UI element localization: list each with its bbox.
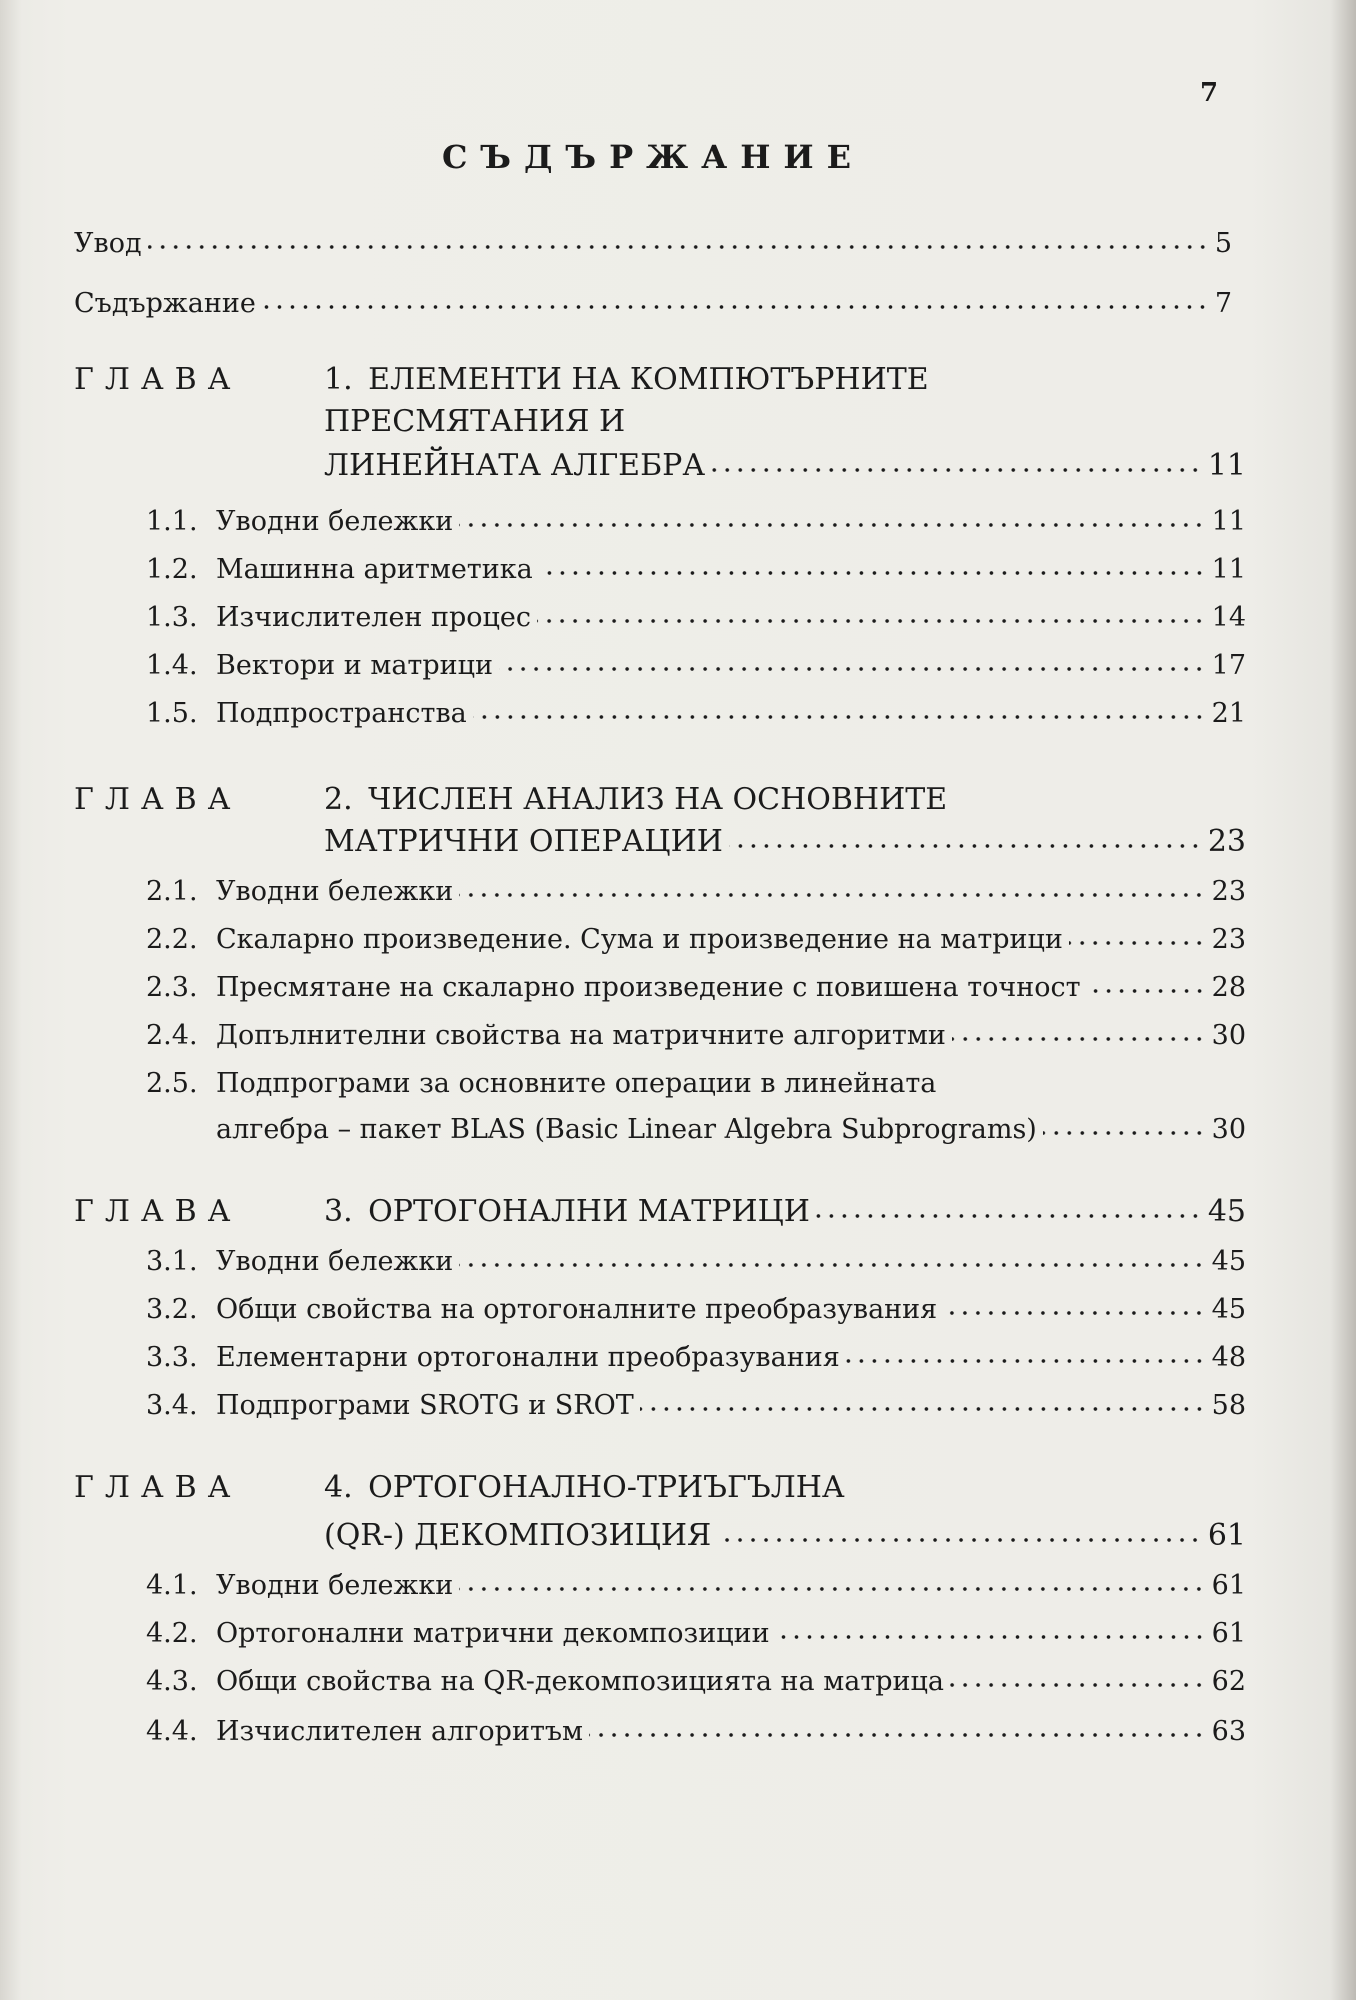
entry-page: 5 [1214, 228, 1232, 259]
section-number: 1.2. [146, 554, 198, 585]
dot-leader [846, 1358, 1206, 1364]
entry-page: 7 [1214, 288, 1232, 319]
section-page: 30 [1211, 1020, 1246, 1051]
toc-section [146, 1716, 1246, 1748]
chapter-2-title-line-2 [324, 826, 1246, 858]
chapter-label: ГЛАВА [74, 1470, 242, 1505]
dot-leader [717, 1537, 1202, 1543]
chapter-title-line-1: ЕЛЕМЕНТИ НА КОМПЮТЪРНИТЕ [368, 362, 929, 397]
chapter-label: ГЛАВА [74, 362, 242, 397]
toc-section [146, 1618, 1246, 1650]
chapter-number: 4. [324, 1470, 353, 1505]
section-number: 2.5. [146, 1068, 198, 1099]
section-title: Подпространства [216, 698, 467, 729]
dot-leader [148, 244, 1209, 250]
section-title: Вектори и матрици [216, 650, 494, 681]
toc-entry-contents [74, 288, 1232, 320]
section-page: 48 [1211, 1342, 1246, 1373]
dot-leader [1069, 940, 1206, 946]
section-title: Машинна аритметика [216, 554, 533, 585]
dot-leader [952, 1036, 1206, 1042]
section-number: 1.4. [146, 650, 198, 681]
section-number: 1.5. [146, 698, 198, 729]
section-number: 4.1. [146, 1570, 198, 1601]
section-title: Уводни бележки [216, 1570, 454, 1601]
chapter-page: 45 [1207, 1194, 1246, 1229]
section-title: Общи свойства на ортогоналните преобразувания [216, 1294, 938, 1325]
section-title: Уводни бележки [216, 1246, 454, 1277]
dot-leader [459, 892, 1205, 898]
toc-section [146, 1342, 1246, 1374]
dot-leader [1087, 988, 1206, 994]
chapter-number: 3. [324, 1194, 353, 1229]
section-title: Изчислителен алгоритъм [216, 1716, 584, 1747]
section-title-line-2: алгебра – пакет BLAS (Basic Linear Algebra Subprograms) [216, 1114, 1037, 1145]
section-title: Ортогонални матрични декомпозиции [216, 1618, 770, 1649]
section-page: 28 [1211, 972, 1246, 1003]
section-page: 45 [1211, 1294, 1246, 1325]
chapter-number: 1. [324, 362, 353, 397]
section-page: 14 [1211, 602, 1246, 633]
section-number: 4.4. [146, 1716, 198, 1747]
section-page: 63 [1211, 1716, 1246, 1747]
dot-leader [943, 1310, 1205, 1316]
section-page: 23 [1211, 924, 1246, 955]
section-number: 4.2. [146, 1618, 198, 1649]
toc-section [146, 506, 1246, 538]
chapter-1-title-line-2: ПРЕСМЯТАНИЯ И [324, 404, 626, 439]
dot-leader [537, 618, 1206, 624]
page-number: 7 [1200, 78, 1219, 108]
toc-section-continuation [216, 1114, 1246, 1146]
section-title-line-1: Подпрограми за основните операции в линейната [216, 1068, 937, 1099]
toc-section [146, 1666, 1246, 1698]
chapter-page: 23 [1207, 824, 1246, 859]
section-page: 11 [1211, 506, 1246, 537]
dot-leader [1043, 1130, 1206, 1136]
toc-entry-intro [74, 228, 1232, 260]
section-page: 62 [1211, 1666, 1246, 1697]
section-page: 61 [1211, 1570, 1246, 1601]
dot-leader [459, 1262, 1205, 1268]
chapter-3-heading [74, 1196, 1246, 1228]
toc-section-multiline [146, 1068, 936, 1100]
section-number: 1.3. [146, 602, 198, 633]
toc-section [146, 876, 1246, 908]
dot-leader [539, 570, 1206, 576]
chapter-title-line-2: (QR-) ДЕКОМПОЗИЦИЯ [324, 1518, 712, 1553]
toc-section [146, 924, 1246, 956]
dot-leader [776, 1634, 1206, 1640]
chapter-page: 11 [1207, 448, 1246, 483]
section-number: 1.1. [146, 506, 198, 537]
section-number: 3.2. [146, 1294, 198, 1325]
section-title: Изчислителен процес [216, 602, 532, 633]
page-title: СЪДЪРЖАНИЕ [441, 138, 865, 176]
section-number: 3.3. [146, 1342, 198, 1373]
toc-section [146, 602, 1246, 634]
dot-leader [729, 843, 1202, 849]
section-title: Уводни бележки [216, 876, 454, 907]
toc-section [146, 972, 1246, 1004]
section-page: 58 [1211, 1390, 1246, 1421]
chapter-title-line-1: ЧИСЛЕН АНАЛИЗ НА ОСНОВНИТЕ [368, 782, 948, 817]
chapter-4-title-line-2 [324, 1520, 1246, 1552]
section-title: Уводни бележки [216, 506, 454, 537]
dot-leader [262, 304, 1209, 310]
dot-leader [459, 1586, 1205, 1592]
section-page: 61 [1211, 1618, 1246, 1649]
chapter-1-title-line-3 [324, 450, 1246, 482]
chapter-4-heading [74, 1472, 845, 1504]
section-number: 2.1. [146, 876, 198, 907]
section-title: Подпрограми SROTG и SROT [216, 1390, 634, 1421]
dot-leader [950, 1682, 1206, 1688]
dot-leader [816, 1213, 1202, 1219]
chapter-2-heading [74, 784, 947, 816]
section-page: 21 [1211, 698, 1246, 729]
chapter-title-line-3: ЛИНЕЙНАТА АЛГЕБРА [324, 448, 706, 483]
dot-leader [499, 666, 1206, 672]
toc-section [146, 1294, 1246, 1326]
section-number: 4.3. [146, 1666, 198, 1697]
toc-section [146, 554, 1246, 586]
chapter-1-heading [74, 364, 929, 396]
chapter-title-line-2: МАТРИЧНИ ОПЕРАЦИИ [324, 824, 723, 859]
section-number: 2.4. [146, 1020, 198, 1051]
section-title: Елементарни ортогонални преобразувания [216, 1342, 840, 1373]
section-title: Допълнителни свойства на матричните алгоритми [216, 1020, 946, 1051]
dot-leader [640, 1406, 1206, 1412]
chapter-label: ГЛАВА [74, 1194, 242, 1229]
section-title: Пресмятане на скаларно произведение с повишена точност [216, 972, 1081, 1003]
toc-section [146, 698, 1246, 730]
section-page: 23 [1211, 876, 1246, 907]
chapter-page: 61 [1207, 1518, 1246, 1553]
toc-section [146, 1390, 1246, 1422]
entry-title: Съдържание [74, 288, 256, 319]
toc-section [146, 650, 1246, 682]
dot-leader [589, 1732, 1206, 1738]
section-title: Общи свойства на QR-декомпозицията на матрица [216, 1666, 945, 1697]
toc-section [146, 1570, 1246, 1602]
chapter-label: ГЛАВА [74, 782, 242, 817]
dot-leader [459, 522, 1205, 528]
chapter-number: 2. [324, 782, 353, 817]
section-page: 30 [1211, 1114, 1246, 1145]
toc-section [146, 1246, 1246, 1278]
section-page: 11 [1211, 554, 1246, 585]
chapter-title-line-1: ОРТОГОНАЛНО-ТРИЪГЪЛНА [368, 1470, 845, 1505]
section-title: Скаларно произведение. Сума и произведение на матрици [216, 924, 1063, 955]
section-number: 2.2. [146, 924, 198, 955]
entry-title: Увод [74, 228, 142, 259]
dot-leader [473, 714, 1206, 720]
section-page: 45 [1211, 1246, 1246, 1277]
section-page: 17 [1211, 650, 1246, 681]
section-number: 3.1. [146, 1246, 198, 1277]
chapter-title-line-1: ОРТОГОНАЛНИ МАТРИЦИ [368, 1194, 810, 1229]
section-number: 3.4. [146, 1390, 198, 1421]
section-number: 2.3. [146, 972, 198, 1003]
dot-leader [711, 467, 1202, 473]
toc-section [146, 1020, 1246, 1052]
